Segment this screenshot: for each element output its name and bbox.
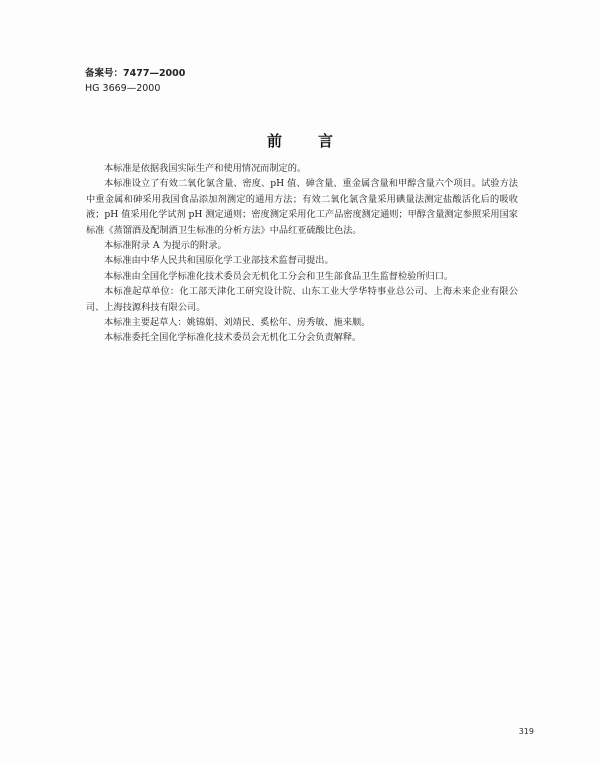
record-number: 备案号：7477—2000 xyxy=(85,68,186,79)
page-title: 前言 xyxy=(266,132,369,150)
paragraph: 本标准由全国化学标准化技术委员会无机化工分会和卫生部食品卫生监督检验所归口。 xyxy=(104,270,454,282)
foreword-body xyxy=(86,161,518,346)
paragraph: 本标准主要起草人：姚锦娟、刘靖民、奚松年、房秀敏、施来顺。 xyxy=(104,317,371,329)
paragraph: 本标准附录 A 为提示的附录。 xyxy=(104,240,227,252)
paragraph: 本标准起草单位：化工部天津化工研究设计院、山东工业大学华特事业总公司、上海未来企业有限公司、上海技源科技有限公司。 xyxy=(86,286,518,313)
paragraph: 本标准由中华人民共和国原化学工业部技术监督司提出。 xyxy=(104,255,334,267)
paragraph: 本标准委托全国化学标准化技术委员会无机化工分会负责解释。 xyxy=(104,332,362,344)
paragraph: 本标准是依据我国实际生产和使用情况而制定的。 xyxy=(104,163,307,174)
standard-number: HG 3669—2000 xyxy=(85,83,161,94)
page-number: 319 xyxy=(518,727,534,736)
paragraph: 本标准设立了有效二氧化氯含量、密度、pH 值、砷含量、重金属含量和甲醇含量六个项目。试验方法中重金属和砷采用我国食品添加剂测定的通用方法；有效二氧化氯含量采用碘量法测定盐酸活化后的吸收液；pH 值采用化学试剂 pH 测定通则；密度测定采用化工产品密度测定通则；甲醇含量测定参照采用国家标准《蒸馏酒及配制酒卫生标准的分析方法》中品红亚硫酸比色法。 xyxy=(86,178,518,236)
document-header xyxy=(85,66,185,96)
